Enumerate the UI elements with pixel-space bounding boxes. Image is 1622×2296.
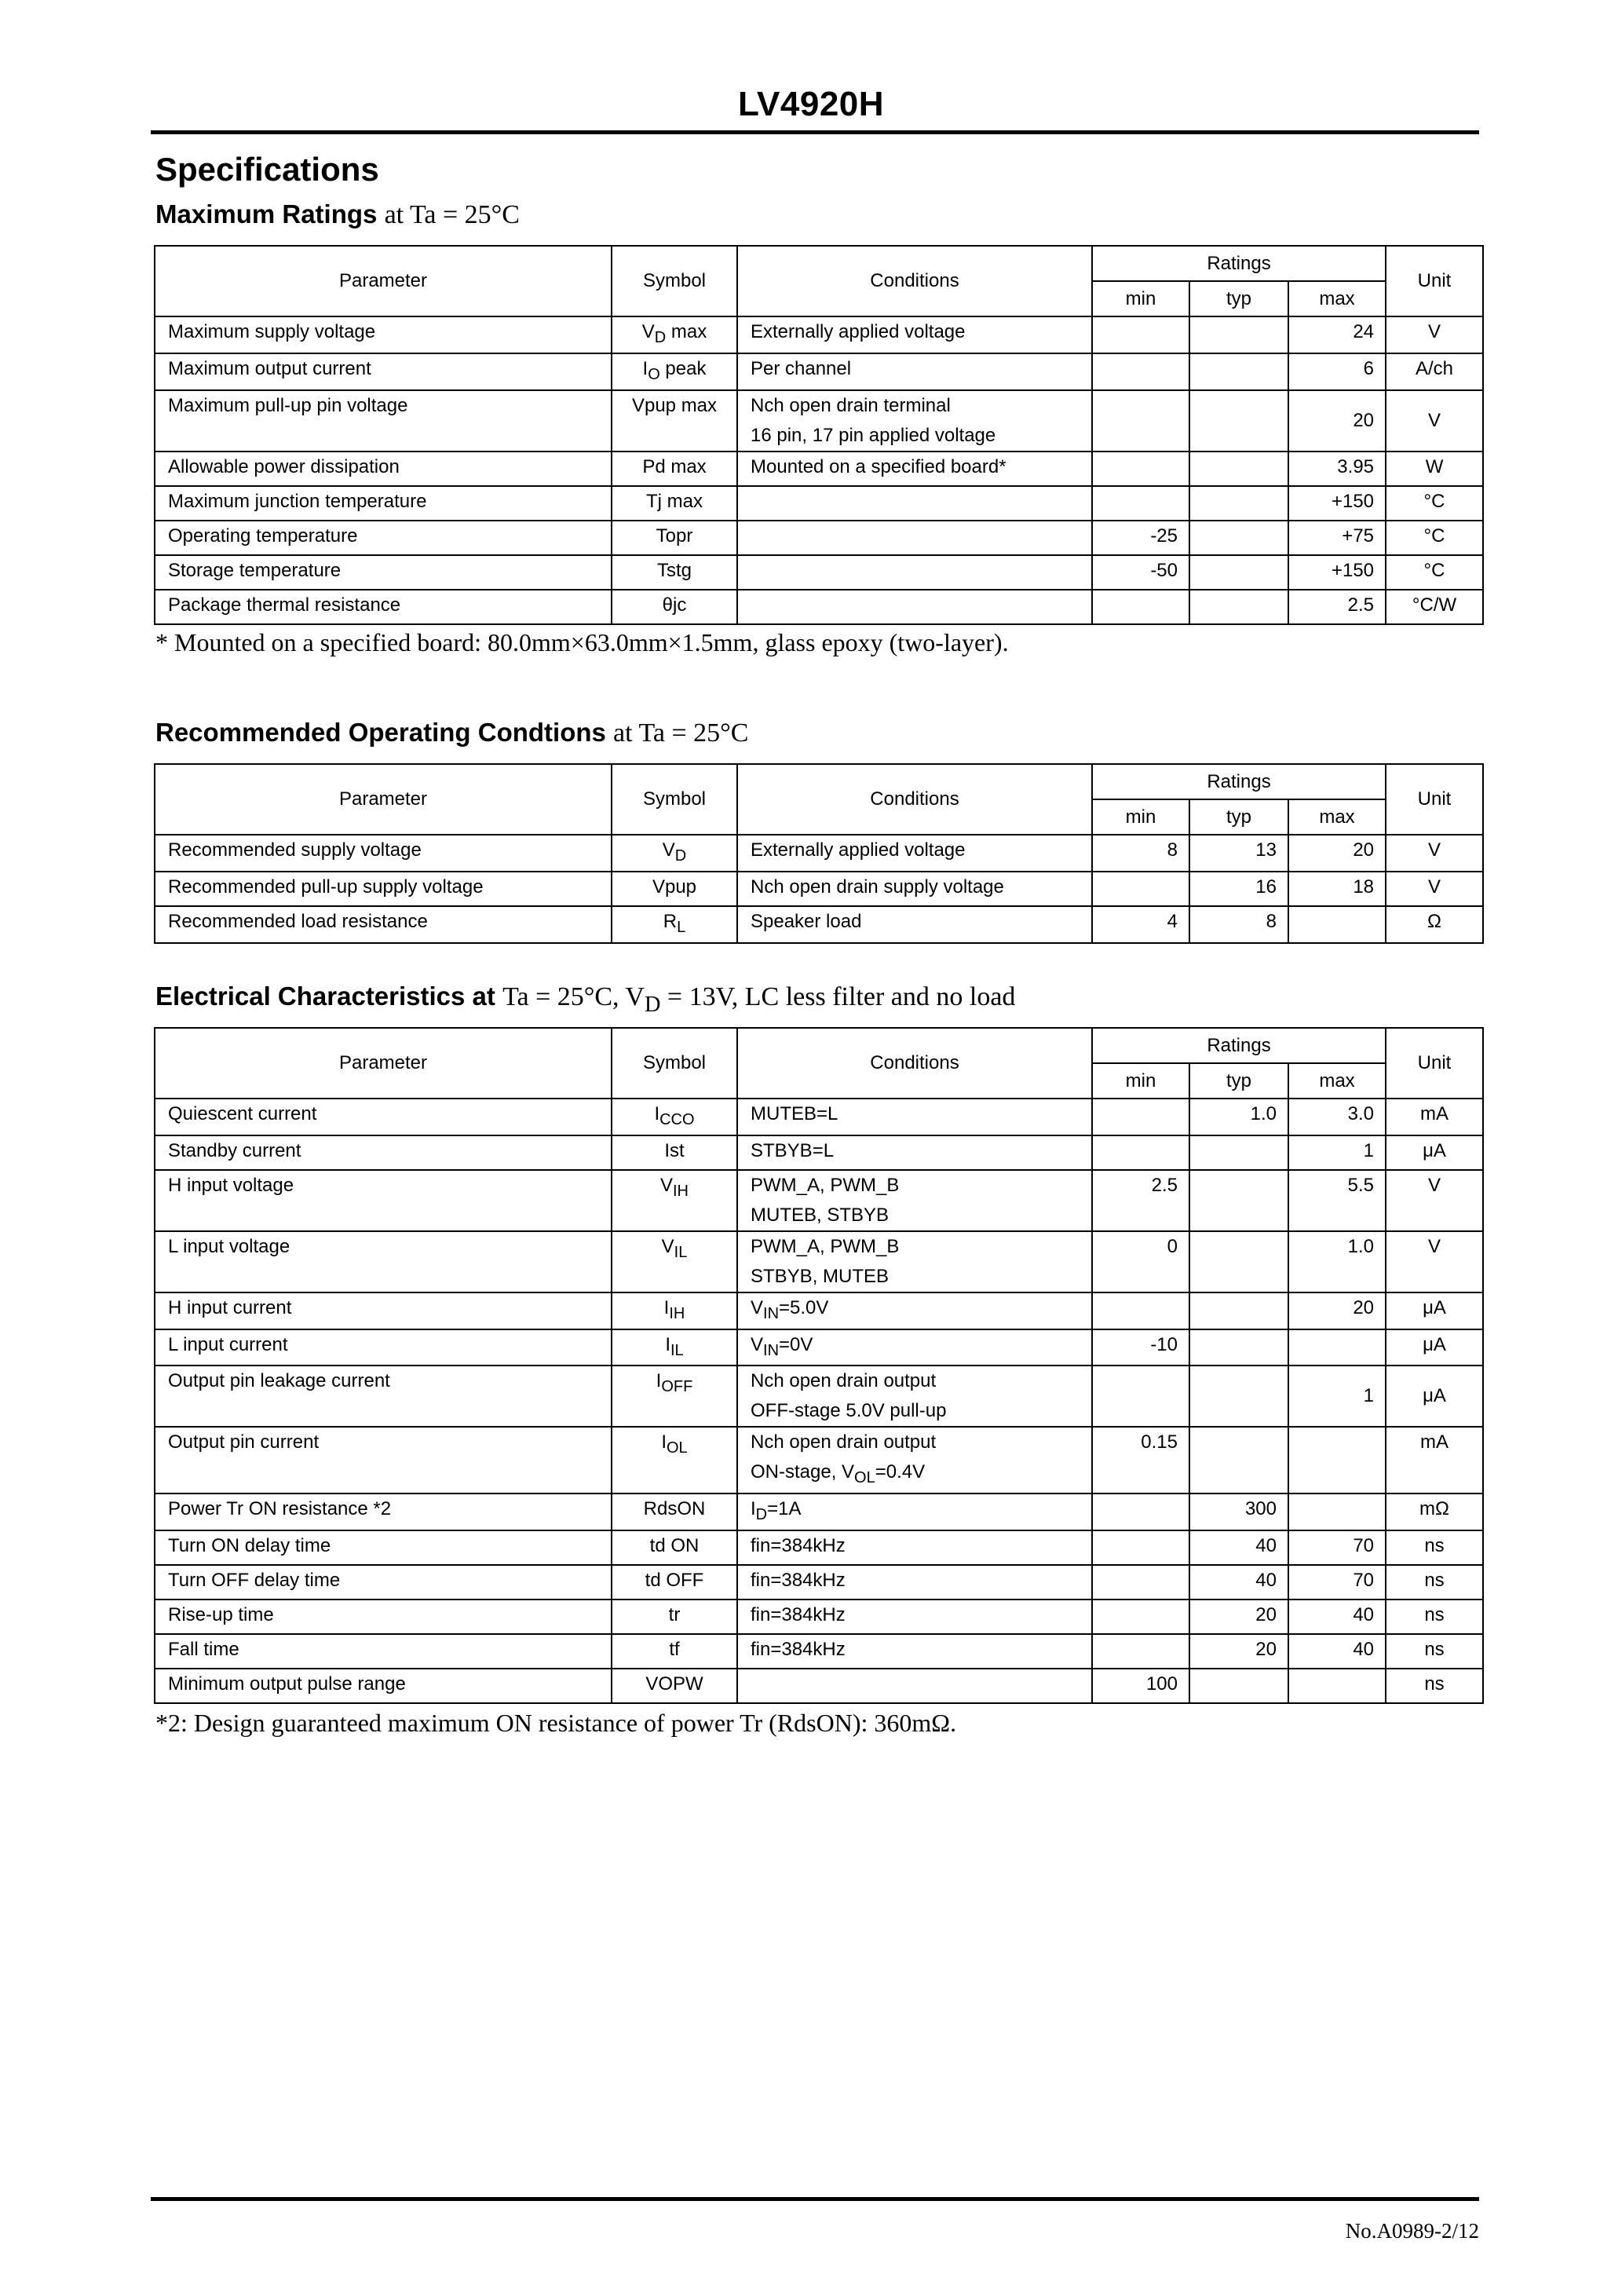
conditions-cell: PWM_A, PWM_B MUTEB, STBYB	[737, 1170, 1092, 1231]
col-unit: Unit	[1386, 1028, 1483, 1099]
typ-cell: 40	[1189, 1530, 1288, 1565]
max-cell: 1	[1288, 1135, 1386, 1170]
conditions-cell: Speaker load	[737, 906, 1092, 943]
unit-cell: A/ch	[1386, 353, 1483, 390]
table-row	[155, 486, 1483, 521]
electrical-footnote: *2: Design guaranteed maximum ON resistance of power Tr (RdsON): 360mΩ.	[155, 1709, 957, 1737]
conditions-cell: STBYB=L	[737, 1135, 1092, 1170]
min-cell	[1092, 1600, 1189, 1634]
symbol-cell: $I_O$ peak	[612, 353, 737, 390]
typ-cell	[1189, 452, 1288, 486]
unit-cell: V	[1386, 1170, 1483, 1231]
symbol-cell: $I_{CCO}$	[612, 1099, 737, 1135]
electrical-condition-sub: D	[644, 992, 661, 1017]
col-max: max	[1288, 281, 1386, 316]
typ-cell	[1189, 1366, 1288, 1427]
recommended-table	[154, 763, 1484, 944]
unit-cell: μA	[1386, 1329, 1483, 1366]
max-cell: +150	[1288, 486, 1386, 521]
typ-cell	[1189, 1292, 1288, 1329]
conditions-cell: fin=384kHz	[737, 1600, 1092, 1634]
symbol-cell: Tj max	[612, 486, 737, 521]
electrical-condition-pre: Ta = 25°C, V	[502, 982, 645, 1011]
max-cell: 40	[1288, 1634, 1386, 1669]
symbol-cell: td OFF	[612, 1565, 737, 1600]
symbol-cell: $I_{OL}$	[612, 1427, 737, 1493]
conditions-cell	[737, 486, 1092, 521]
symbol-subscript: IH	[669, 1304, 685, 1322]
conditions-cell	[737, 1669, 1092, 1703]
symbol-cell: $R_L$	[612, 906, 737, 943]
col-max: max	[1288, 1063, 1386, 1099]
min-cell: 4	[1092, 906, 1189, 943]
unit-cell: mA	[1386, 1099, 1483, 1135]
max-cell: 6	[1288, 353, 1386, 390]
max-cell: 70	[1288, 1530, 1386, 1565]
typ-cell	[1189, 353, 1288, 390]
parameter-cell: Storage temperature	[155, 555, 612, 590]
max-ratings-title: Maximum Ratings	[155, 199, 378, 229]
conditions-cell: Nch open drain output ON-stage, $V_{OL}=0.4V$	[737, 1427, 1092, 1493]
unit-cell: Ω	[1386, 906, 1483, 943]
min-cell	[1092, 486, 1189, 521]
electrical-heading	[155, 982, 1015, 1018]
min-cell	[1092, 353, 1189, 390]
symbol-cell: tr	[612, 1600, 737, 1634]
table-row	[155, 1135, 1483, 1170]
col-ratings: Ratings	[1092, 1028, 1386, 1063]
min-cell: -50	[1092, 555, 1189, 590]
max-ratings-condition: at Ta = 25°C	[384, 200, 520, 229]
table-row	[155, 1493, 1483, 1530]
symbol-cell: Vpup max	[612, 390, 737, 452]
min-cell	[1092, 1565, 1189, 1600]
unit-cell: °C	[1386, 521, 1483, 555]
unit-cell: μA	[1386, 1135, 1483, 1170]
min-cell	[1092, 590, 1189, 624]
typ-cell: 13	[1189, 835, 1288, 872]
symbol-subscript: O	[648, 365, 660, 383]
max-cell: 20	[1288, 1292, 1386, 1329]
table-row	[155, 872, 1483, 906]
typ-cell	[1189, 590, 1288, 624]
col-ratings: Ratings	[1092, 246, 1386, 281]
min-cell: 8	[1092, 835, 1189, 872]
symbol-cell: $V_D$ max	[612, 316, 737, 353]
conditions-cell: fin=384kHz	[737, 1634, 1092, 1669]
col-conditions: Conditions	[737, 246, 1092, 316]
min-cell	[1092, 316, 1189, 353]
symbol-cell: Pd max	[612, 452, 737, 486]
unit-cell: V	[1386, 835, 1483, 872]
header-rule	[151, 130, 1479, 134]
parameter-cell: Standby current	[155, 1135, 612, 1170]
symbol-cell: $V_{IH}$	[612, 1170, 737, 1231]
min-cell: -25	[1092, 521, 1189, 555]
col-unit: Unit	[1386, 246, 1483, 316]
table-row	[155, 1634, 1483, 1669]
max-ratings-heading	[155, 199, 520, 230]
table-row	[155, 521, 1483, 555]
typ-cell: 8	[1189, 906, 1288, 943]
conditions-cell: fin=384kHz	[737, 1565, 1092, 1600]
conditions-cell: Nch open drain terminal 16 pin, 17 pin applied voltage	[737, 390, 1092, 452]
col-typ: typ	[1189, 1063, 1288, 1099]
col-min: min	[1092, 1063, 1189, 1099]
typ-cell	[1189, 390, 1288, 452]
table-row	[155, 1099, 1483, 1135]
max-cell: 18	[1288, 872, 1386, 906]
min-cell: 0	[1092, 1231, 1189, 1292]
table-row	[155, 1565, 1483, 1600]
conditions-cell	[737, 590, 1092, 624]
min-cell	[1092, 872, 1189, 906]
typ-cell	[1189, 1170, 1288, 1231]
parameter-cell: Recommended supply voltage	[155, 835, 612, 872]
typ-cell	[1189, 555, 1288, 590]
typ-cell: 20	[1189, 1600, 1288, 1634]
recommended-condition: at Ta = 25°C	[613, 718, 749, 748]
unit-cell: ns	[1386, 1634, 1483, 1669]
max-ratings-footnote: * Mounted on a specified board: 80.0mm×63.0mm×1.5mm, glass epoxy (two-layer).	[155, 628, 1009, 656]
specifications-heading: Specifications	[155, 151, 379, 188]
min-cell	[1092, 452, 1189, 486]
unit-cell: μA	[1386, 1292, 1483, 1329]
max-cell: 20	[1288, 835, 1386, 872]
table-row	[155, 1669, 1483, 1703]
table-row	[155, 353, 1483, 390]
conditions-cell: MUTEB=L	[737, 1099, 1092, 1135]
max-cell	[1288, 906, 1386, 943]
col-typ: typ	[1189, 281, 1288, 316]
table-row	[155, 316, 1483, 353]
col-conditions: Conditions	[737, 764, 1092, 835]
col-parameter: Parameter	[155, 1028, 612, 1099]
max-cell	[1288, 1427, 1386, 1493]
parameter-cell: H input current	[155, 1292, 612, 1329]
unit-cell: V	[1386, 316, 1483, 353]
conditions-cell: Mounted on a specified board*	[737, 452, 1092, 486]
typ-cell	[1189, 486, 1288, 521]
electrical-condition-post: = 13V, LC less filter and no load	[660, 982, 1016, 1011]
parameter-cell: Power Tr ON resistance *2	[155, 1493, 612, 1530]
parameter-cell: Recommended pull-up supply voltage	[155, 872, 612, 906]
table-row	[155, 555, 1483, 590]
parameter-cell: Output pin current	[155, 1427, 612, 1493]
table-row	[155, 1170, 1483, 1231]
table-row	[155, 590, 1483, 624]
conditions-cell: $V_{IN}=0V$	[737, 1329, 1092, 1366]
table-row	[155, 1530, 1483, 1565]
unit-cell: V	[1386, 1231, 1483, 1292]
parameter-cell: Operating temperature	[155, 521, 612, 555]
conditions-cell: $I_D=1A$	[737, 1493, 1092, 1530]
conditions-cell: Nch open drain supply voltage	[737, 872, 1092, 906]
min-cell: 0.15	[1092, 1427, 1189, 1493]
symbol-subscript: CCO	[659, 1110, 695, 1128]
min-cell	[1092, 1530, 1189, 1565]
parameter-cell: Allowable power dissipation	[155, 452, 612, 486]
max-ratings-table	[154, 245, 1484, 625]
min-cell	[1092, 1366, 1189, 1427]
parameter-cell: L input voltage	[155, 1231, 612, 1292]
conditions-cell: Nch open drain output OFF-stage 5.0V pull-up	[737, 1366, 1092, 1427]
symbol-cell: $V_{IL}$	[612, 1231, 737, 1292]
max-cell: 40	[1288, 1600, 1386, 1634]
table-row	[155, 1366, 1483, 1427]
symbol-cell: Topr	[612, 521, 737, 555]
max-cell	[1288, 1493, 1386, 1530]
col-symbol: Symbol	[612, 764, 737, 835]
parameter-cell: Maximum junction temperature	[155, 486, 612, 521]
symbol-subscript: D	[674, 846, 687, 865]
symbol-cell: $I_{OFF}$	[612, 1366, 737, 1427]
parameter-cell: Recommended load resistance	[155, 906, 612, 943]
parameter-cell: L input current	[155, 1329, 612, 1366]
table-row	[155, 1427, 1483, 1493]
table-row	[155, 390, 1483, 452]
min-cell	[1092, 1292, 1189, 1329]
max-cell: 70	[1288, 1565, 1386, 1600]
unit-cell: ns	[1386, 1565, 1483, 1600]
symbol-subscript: IL	[670, 1341, 684, 1359]
typ-cell	[1189, 1231, 1288, 1292]
col-unit: Unit	[1386, 764, 1483, 835]
table-row	[155, 1292, 1483, 1329]
symbol-subscript: D	[654, 328, 667, 346]
parameter-cell: Maximum pull-up pin voltage	[155, 390, 612, 452]
unit-cell: ns	[1386, 1669, 1483, 1703]
col-parameter: Parameter	[155, 764, 612, 835]
symbol-cell: td ON	[612, 1530, 737, 1565]
col-symbol: Symbol	[612, 1028, 737, 1099]
min-cell	[1092, 1099, 1189, 1135]
max-cell: 5.5	[1288, 1170, 1386, 1231]
parameter-cell: Turn OFF delay time	[155, 1565, 612, 1600]
symbol-subscript: L	[677, 918, 686, 936]
parameter-cell: Package thermal resistance	[155, 590, 612, 624]
table-row	[155, 452, 1483, 486]
table-row	[155, 1600, 1483, 1634]
max-cell: 24	[1288, 316, 1386, 353]
min-cell	[1092, 1634, 1189, 1669]
unit-cell: mA	[1386, 1427, 1483, 1493]
symbol-cell: RdsON	[612, 1493, 737, 1530]
typ-cell: 16	[1189, 872, 1288, 906]
max-cell: 1	[1288, 1366, 1386, 1427]
parameter-cell: Maximum output current	[155, 353, 612, 390]
col-min: min	[1092, 281, 1189, 316]
typ-cell	[1189, 1669, 1288, 1703]
table-row	[155, 1231, 1483, 1292]
conditions-cell	[737, 521, 1092, 555]
table-row	[155, 1329, 1483, 1366]
unit-cell: ns	[1386, 1530, 1483, 1565]
unit-cell: ns	[1386, 1600, 1483, 1634]
table-row	[155, 906, 1483, 943]
symbol-cell: tf	[612, 1634, 737, 1669]
min-cell: -10	[1092, 1329, 1189, 1366]
max-cell: 20	[1288, 390, 1386, 452]
max-cell: +75	[1288, 521, 1386, 555]
unit-cell: °C	[1386, 486, 1483, 521]
symbol-cell: Tstg	[612, 555, 737, 590]
col-max: max	[1288, 799, 1386, 835]
unit-cell: μA	[1386, 1366, 1483, 1427]
max-cell: 3.0	[1288, 1099, 1386, 1135]
parameter-cell: Rise-up time	[155, 1600, 612, 1634]
max-cell: 2.5	[1288, 590, 1386, 624]
conditions-cell: Per channel	[737, 353, 1092, 390]
symbol-cell: θjc	[612, 590, 737, 624]
typ-cell: 300	[1189, 1493, 1288, 1530]
min-cell	[1092, 1493, 1189, 1530]
document-title: LV4920H	[737, 85, 885, 123]
conditions-cell: Externally applied voltage	[737, 316, 1092, 353]
electrical-table	[154, 1027, 1484, 1704]
min-cell: 100	[1092, 1669, 1189, 1703]
col-symbol: Symbol	[612, 246, 737, 316]
typ-cell	[1189, 1427, 1288, 1493]
col-min: min	[1092, 799, 1189, 835]
parameter-cell: Quiescent current	[155, 1099, 612, 1135]
footer-rule	[151, 2197, 1479, 2201]
min-cell	[1092, 390, 1189, 452]
unit-cell: °C	[1386, 555, 1483, 590]
conditions-cell: $V_{IN}=5.0V$	[737, 1292, 1092, 1329]
parameter-cell: Output pin leakage current	[155, 1366, 612, 1427]
table-row	[155, 835, 1483, 872]
symbol-subscript: IL	[674, 1243, 688, 1261]
typ-cell	[1189, 1135, 1288, 1170]
col-parameter: Parameter	[155, 246, 612, 316]
max-cell: 1.0	[1288, 1231, 1386, 1292]
symbol-subscript: IH	[673, 1182, 689, 1200]
col-conditions: Conditions	[737, 1028, 1092, 1099]
parameter-cell: Fall time	[155, 1634, 612, 1669]
symbol-subscript: OFF	[661, 1378, 693, 1396]
typ-cell: 20	[1189, 1634, 1288, 1669]
typ-cell: 40	[1189, 1565, 1288, 1600]
typ-cell	[1189, 1329, 1288, 1366]
unit-cell: V	[1386, 390, 1483, 452]
electrical-title: Electrical Characteristics at	[155, 982, 495, 1011]
conditions-cell: PWM_A, PWM_B STBYB, MUTEB	[737, 1231, 1092, 1292]
unit-cell: V	[1386, 872, 1483, 906]
conditions-cell: fin=384kHz	[737, 1530, 1092, 1565]
parameter-cell: Turn ON delay time	[155, 1530, 612, 1565]
electrical-condition	[502, 982, 1016, 1017]
symbol-cell: Ist	[612, 1135, 737, 1170]
min-cell	[1092, 1135, 1189, 1170]
typ-cell	[1189, 316, 1288, 353]
unit-cell: mΩ	[1386, 1493, 1483, 1530]
recommended-title: Recommended Operating Condtions	[155, 718, 606, 747]
col-ratings: Ratings	[1092, 764, 1386, 799]
conditions-cell: Externally applied voltage	[737, 835, 1092, 872]
symbol-cell: VOPW	[612, 1669, 737, 1703]
parameter-cell: Minimum output pulse range	[155, 1669, 612, 1703]
parameter-cell: Maximum supply voltage	[155, 316, 612, 353]
symbol-cell: $V_D$	[612, 835, 737, 872]
symbol-cell: Vpup	[612, 872, 737, 906]
page-number: No.A0989-2/12	[1345, 2219, 1479, 2243]
max-cell: +150	[1288, 555, 1386, 590]
symbol-cell: $I_{IL}$	[612, 1329, 737, 1366]
recommended-heading	[155, 718, 748, 748]
typ-cell: 1.0	[1189, 1099, 1288, 1135]
min-cell: 2.5	[1092, 1170, 1189, 1231]
col-typ: typ	[1189, 799, 1288, 835]
max-cell	[1288, 1329, 1386, 1366]
parameter-cell: H input voltage	[155, 1170, 612, 1231]
max-cell	[1288, 1669, 1386, 1703]
max-cell: 3.95	[1288, 452, 1386, 486]
unit-cell: W	[1386, 452, 1483, 486]
symbol-subscript: OL	[666, 1439, 688, 1457]
typ-cell	[1189, 521, 1288, 555]
unit-cell: °C/W	[1386, 590, 1483, 624]
symbol-cell: $I_{IH}$	[612, 1292, 737, 1329]
conditions-cell	[737, 555, 1092, 590]
